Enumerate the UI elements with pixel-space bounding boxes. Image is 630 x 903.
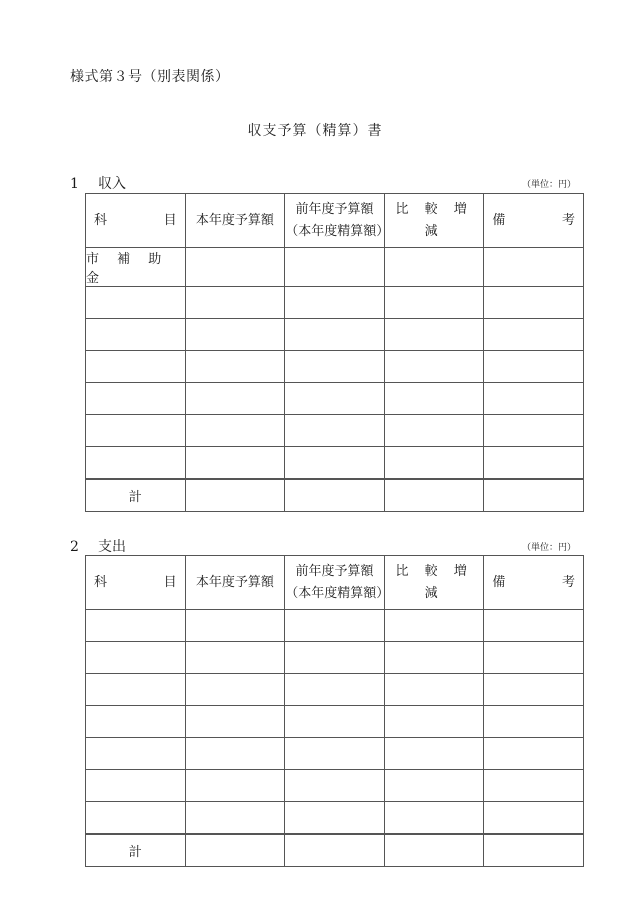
comparison-cell <box>384 415 484 447</box>
remarks-cell <box>484 802 584 835</box>
header-previous-budget: 前年度予算額 （本年度精算額） <box>285 556 385 610</box>
current-budget-cell <box>185 802 285 835</box>
current-budget-cell <box>185 642 285 674</box>
remarks-cell <box>484 287 584 319</box>
current-budget-cell <box>185 383 285 415</box>
previous-budget-cell <box>285 674 385 706</box>
previous-budget-cell <box>285 738 385 770</box>
total-label: 計 <box>86 834 186 867</box>
remarks-cell <box>484 674 584 706</box>
expense-table-row <box>86 610 584 642</box>
subject-cell <box>86 674 186 706</box>
comparison-cell <box>384 447 484 480</box>
comparison-cell <box>384 248 484 287</box>
comparison-cell <box>384 802 484 835</box>
remarks-cell <box>484 248 584 287</box>
subject-cell <box>86 287 186 319</box>
expense-header-row <box>86 556 584 610</box>
previous-budget-cell <box>285 287 385 319</box>
expense-section-label: 支出 <box>98 539 126 555</box>
remarks-cell <box>484 351 584 383</box>
subject-cell <box>86 706 186 738</box>
income-section-number: 1 <box>70 176 79 192</box>
current-budget-cell <box>185 447 285 480</box>
current-budget-cell <box>185 287 285 319</box>
total-value-cell <box>285 479 385 512</box>
income-section-label: 収入 <box>98 176 126 192</box>
income-table-row <box>86 383 584 415</box>
comparison-cell <box>384 674 484 706</box>
expense-table <box>85 555 584 867</box>
remarks-cell <box>484 383 584 415</box>
total-value-cell <box>384 834 484 867</box>
subject-cell <box>86 802 186 835</box>
header-remarks: 備 考 <box>484 556 584 610</box>
remarks-cell <box>484 319 584 351</box>
total-label: 計 <box>86 479 186 512</box>
expense-section-number: 2 <box>70 539 79 555</box>
subject-cell: 市 補 助 金 <box>86 248 186 287</box>
remarks-cell <box>484 738 584 770</box>
header-current-budget: 本年度予算額 <box>185 556 285 610</box>
subject-cell <box>86 738 186 770</box>
current-budget-cell <box>185 674 285 706</box>
previous-budget-cell <box>285 248 385 287</box>
previous-budget-cell <box>285 802 385 835</box>
previous-budget-cell <box>285 770 385 802</box>
expense-table-row <box>86 738 584 770</box>
subject-cell <box>86 351 186 383</box>
previous-budget-cell <box>285 706 385 738</box>
expense-table-row <box>86 642 584 674</box>
previous-budget-cell <box>285 383 385 415</box>
current-budget-cell <box>185 351 285 383</box>
previous-budget-cell <box>285 351 385 383</box>
income-table-row <box>86 447 584 480</box>
remarks-cell <box>484 770 584 802</box>
current-budget-cell <box>185 415 285 447</box>
income-unit-label: （単位：円） <box>521 180 576 190</box>
expense-table-row <box>86 706 584 738</box>
comparison-cell <box>384 287 484 319</box>
income-table-row <box>86 351 584 383</box>
total-value-cell <box>185 479 285 512</box>
header-remarks: 備 考 <box>484 194 584 248</box>
current-budget-cell <box>185 319 285 351</box>
comparison-cell <box>384 610 484 642</box>
previous-budget-cell <box>285 610 385 642</box>
header-previous-budget: 前年度予算額 （本年度精算額） <box>285 194 385 248</box>
subject-cell <box>86 319 186 351</box>
expense-table-row <box>86 802 584 835</box>
remarks-cell <box>484 415 584 447</box>
total-value-cell <box>185 834 285 867</box>
remarks-cell <box>484 706 584 738</box>
header-comparison: 比 較 増 減 <box>384 194 484 248</box>
comparison-cell <box>384 738 484 770</box>
previous-budget-cell <box>285 319 385 351</box>
comparison-cell <box>384 319 484 351</box>
expense-total-row <box>86 834 584 867</box>
previous-budget-cell <box>285 415 385 447</box>
document-title: 収支予算（精算）書 <box>247 123 383 139</box>
form-number: 様式第３号（別表関係） <box>70 69 230 85</box>
comparison-cell <box>384 642 484 674</box>
total-value-cell <box>484 479 584 512</box>
header-subject: 科 目 <box>86 194 186 248</box>
current-budget-cell <box>185 706 285 738</box>
income-total-row <box>86 479 584 512</box>
current-budget-cell <box>185 610 285 642</box>
comparison-cell <box>384 770 484 802</box>
current-budget-cell <box>185 770 285 802</box>
income-section-heading <box>70 173 126 193</box>
current-budget-cell <box>185 738 285 770</box>
subject-cell <box>86 415 186 447</box>
subject-cell <box>86 447 186 480</box>
income-header-row <box>86 194 584 248</box>
total-value-cell <box>384 479 484 512</box>
header-current-budget: 本年度予算額 <box>185 194 285 248</box>
expense-section-heading <box>70 536 126 556</box>
expense-table-row <box>86 674 584 706</box>
expense-table-row <box>86 770 584 802</box>
header-subject: 科 目 <box>86 556 186 610</box>
subject-cell <box>86 642 186 674</box>
expense-unit-label: （単位：円） <box>521 543 576 553</box>
header-comparison: 比 較 増 減 <box>384 556 484 610</box>
total-value-cell <box>484 834 584 867</box>
remarks-cell <box>484 447 584 480</box>
current-budget-cell <box>185 248 285 287</box>
income-table-row <box>86 287 584 319</box>
subject-cell <box>86 770 186 802</box>
comparison-cell <box>384 383 484 415</box>
total-value-cell <box>285 834 385 867</box>
remarks-cell <box>484 610 584 642</box>
comparison-cell <box>384 351 484 383</box>
income-table-row <box>86 319 584 351</box>
income-table-row <box>86 415 584 447</box>
income-table-row <box>86 248 584 287</box>
previous-budget-cell <box>285 642 385 674</box>
comparison-cell <box>384 706 484 738</box>
remarks-cell <box>484 642 584 674</box>
previous-budget-cell <box>285 447 385 480</box>
subject-cell <box>86 383 186 415</box>
income-table <box>85 193 584 512</box>
subject-cell <box>86 610 186 642</box>
